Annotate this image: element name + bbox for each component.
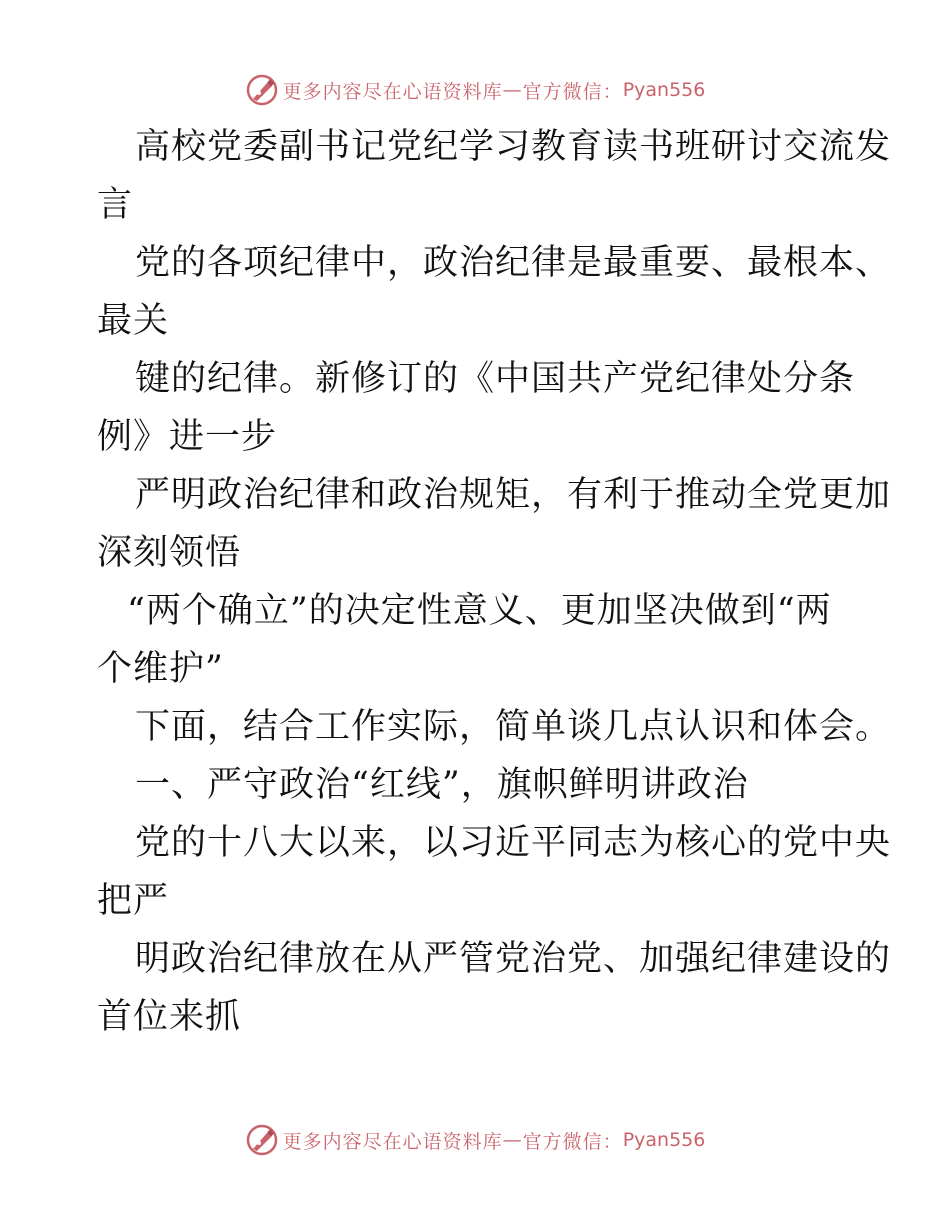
paragraph-line: 下面，结合工作实际，简单谈几点认识和体会。 — [135, 707, 892, 747]
footer-watermark — [0, 1120, 950, 1160]
watermark-site-text: 更多内容尽在心语资料库 — [282, 1130, 503, 1153]
pen-logo-icon — [245, 1123, 279, 1157]
watermark-site-text: 更多内容尽在心语资料库 — [282, 80, 503, 103]
watermark-wechat-id: Pyan556 — [622, 1129, 706, 1151]
paragraph-line: 最关 — [97, 301, 170, 341]
watermark-separator: — — [502, 79, 523, 101]
watermark-separator: — — [502, 1129, 523, 1151]
paragraph-line: 把严 — [97, 881, 170, 921]
document-title-line-2: 言 — [97, 185, 134, 225]
watermark-wechat-label: 官方微信： — [522, 1130, 623, 1153]
paragraph-line: 例》进一步 — [97, 417, 278, 457]
paragraph-line: 严明政治纪律和政治规矩，有利于推动全党更加 — [135, 475, 892, 515]
paragraph-line: 党的各项纪律中，政治纪律是最重要、最根本、 — [135, 243, 892, 283]
paragraph-line: 个维护” — [97, 649, 224, 689]
watermark-wechat-id: Pyan556 — [622, 79, 706, 101]
paragraph-line: 党的十八大以来，以习近平同志为核心的党中央 — [135, 823, 892, 863]
header-watermark — [0, 70, 950, 110]
paragraph-line: 首位来抓 — [97, 997, 242, 1037]
document-title-line-1: 高校党委副书记党纪学习教育读书班研讨交流发 — [135, 127, 892, 167]
paragraph-line: 深刻领悟 — [97, 533, 242, 573]
paragraph-line: “两个确立”的决定性意义、更加坚决做到“两 — [127, 591, 832, 631]
section-heading: 一、严守政治“红线”，旗帜鲜明讲政治 — [135, 765, 749, 805]
document-body — [97, 118, 892, 1046]
watermark-wechat-label: 官方微信： — [522, 80, 623, 103]
paragraph-line: 明政治纪律放在从严管党治党、加强纪律建设的 — [135, 939, 892, 979]
paragraph-line: 键的纪律。新修订的《中国共产党纪律处分条 — [135, 359, 856, 399]
pen-logo-icon — [245, 73, 279, 107]
